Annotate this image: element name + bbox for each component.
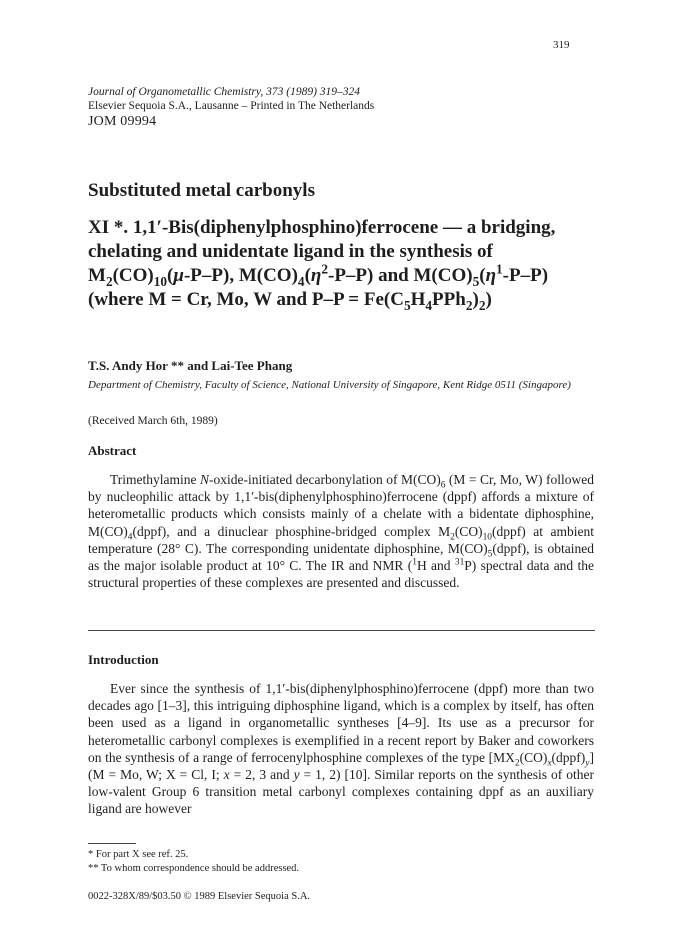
journal-name-line: Journal of Organometallic Chemistry, 373 (1989) 319–324 — [88, 86, 361, 98]
abstract-heading: Abstract — [88, 443, 137, 458]
title-line-4: (where M = Cr, Mo, W and $P-P = Fe(C_5H_4PPh_2)_2$) — [88, 289, 492, 313]
jom-id: JOM 09994 — [88, 114, 157, 129]
publisher-line: Elsevier Sequoia S.A., Lausanne – Printed in The Netherlands — [88, 99, 375, 112]
title-footnote-marker: * — [109, 217, 124, 238]
introduction-heading: Introduction — [88, 652, 159, 667]
affiliation: Department of Chemistry, Faculty of Science, National University of Singapore, Kent Ridge 0511 (Singapore) — [88, 379, 571, 391]
title-line-1 — [88, 216, 608, 240]
received-date: (Received March 6th, 1989) — [88, 415, 218, 427]
footnotes — [88, 848, 299, 876]
series-title: Substituted metal carbonyls — [88, 180, 315, 201]
copyright-line: 0022-328X/89/$03.50 © 1989 Elsevier Sequoia S.A. — [88, 891, 311, 902]
footnote-1: * For part X see ref. 25. — [88, 849, 189, 860]
footnote-2: ** To whom correspondence should be addressed. — [88, 863, 300, 874]
abstract-body: Trimethylamine N-oxide-initiated decarbonylation of $M(CO)_6$ (M = Cr, Mo, W) followed by nucleophilic attack by 1,1′-bis(diphenylphosphino)ferrocene (dppf) affords a mixture of heterometallic products which consists mainly of a chelate with a bidentate diphosphine, $M(CO)_4(dppf)$, and a dinuclear phosphine-bridged complex $M_2(CO)_{10}(dppf)$ at ambient temperature (28° C). The corresponding unidentate diphosphine, $M(CO)_5(dppf)$, is obtained as the major isolable product at 10° C. The IR and NMR ($^1$H and $^{31}$P) spectral data and the structural properties of these complexes are presented and discussed. — [88, 472, 594, 591]
introduction-body: Ever since the synthesis of 1,1′-bis(diphenylphosphino)ferrocene (dppf) more than two decades ago [1–3], this intriguing diphosphine ligand, which is a complex by itself, has often been used as a ligand in organometallic syntheses [4–9]. Its use as a precursor for heterometallic carbonyl complexes is exemplified in a recent report by Baker and coworkers on the synthesis of a range of ferrocenylphosphine complexes of the type $[MX_2(CO)_x(dppf)_y] (M = Mo$, W; X = Cl, I; x = 2, 3 and y = 1, 2) [10]. Similar reports on the synthesis of other low-valent Group 6 transition metal carbonyl complexes containing dppf as an auxiliary ligand are however — [88, 681, 594, 817]
article-title — [88, 216, 608, 312]
title-line-1-text: . 1,1′-Bis(diphenylphosphino)ferrocene — a bridging, — [123, 217, 556, 238]
page-number: 319 — [553, 39, 570, 51]
section-divider — [88, 630, 595, 631]
authors: T.S. Andy Hor ** and Lai-Tee Phang — [88, 358, 293, 373]
title-prefix: XI — [88, 217, 110, 238]
title-line-3: $M_2(CO)_{10}(\mu-P-P)$, $M(CO)_4(\eta^2-P-P)$ and $M(CO)_5(\eta^1-P-P)$ — [88, 261, 549, 289]
footnote-divider — [88, 843, 136, 844]
title-line-2: chelating and unidentate ligand in the synthesis of — [88, 241, 493, 262]
journal-citation — [88, 86, 374, 113]
